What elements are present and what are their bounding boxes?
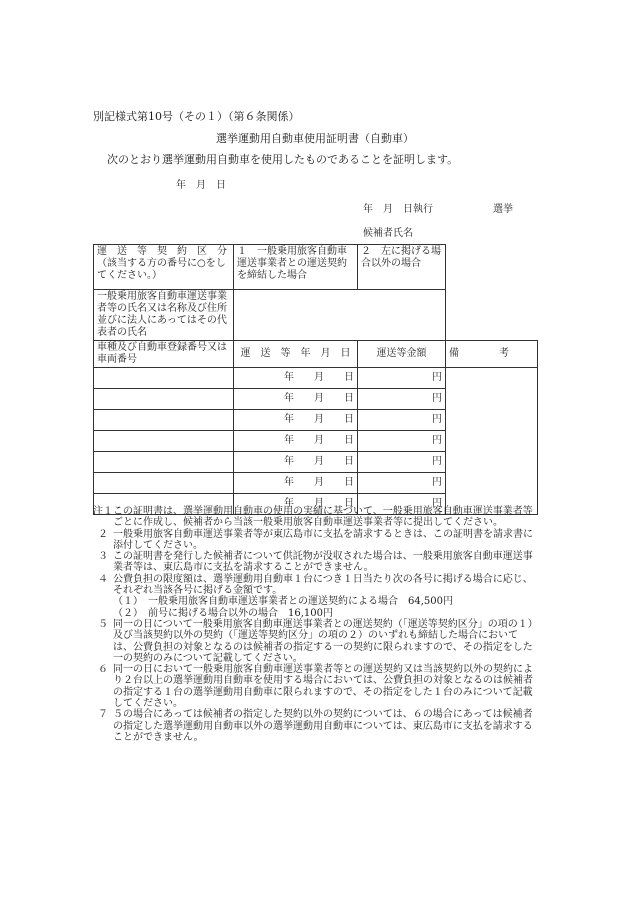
date-cell[interactable]: 年 月 日 bbox=[234, 410, 358, 431]
note-7-text: ５の場合にあっては候補者の指定した契約以外の契約については、６の場合にあっては候補者の指定した選挙運動用自動車以外の選挙運動用自動車については、東広島市に支払を請求することができません。 bbox=[113, 709, 533, 743]
note-6-number: ６ bbox=[98, 664, 108, 676]
date-cell[interactable]: 年 月 日 bbox=[234, 452, 358, 473]
vehicle-cell[interactable] bbox=[94, 452, 234, 473]
vehicle-cell[interactable] bbox=[94, 410, 234, 431]
note-number bbox=[93, 619, 113, 630]
note-number bbox=[93, 664, 113, 675]
note-7-number: ７ bbox=[98, 709, 108, 721]
amount-cell[interactable]: 円 bbox=[358, 368, 446, 389]
contract-type-row bbox=[94, 245, 538, 290]
note-number bbox=[93, 529, 113, 540]
note-number bbox=[93, 551, 113, 562]
candidate-name-label: 候補者氏名 bbox=[363, 228, 413, 239]
contract-option-1[interactable]: １ 一般乗用旅客自動車運送事業者との運送契約を締結した場合 bbox=[234, 245, 358, 290]
vehicle-cell[interactable] bbox=[94, 368, 234, 389]
note-6-text: 同一の日において一般乗用旅客自動車運送事業者等との運送契約又は当該契約以外の契約により２台以上の選挙運動用自動車を使用する場合においては、公費負担の対象となるのは候補者の指定する１台の選挙運動用自動車に限られますので、その指定をした１台のみについて記載してください。 bbox=[113, 664, 533, 710]
usage-table bbox=[93, 244, 538, 515]
amount-column-header: 運送等金額 bbox=[358, 341, 446, 368]
election-line: 年 月 日執行 選挙 bbox=[363, 204, 513, 215]
operator-label: 一般乗用旅客自動車運送事業者等の氏名又は名称及び住所並びに法人にあってはその代表者の氏名 bbox=[94, 290, 234, 341]
form-code: 別記様式第10号（その１）（第６条関係） bbox=[93, 110, 300, 123]
contract-type-label: 運 送 等 契 約 区 分（該当する方の番号に○をしてください。） bbox=[94, 245, 234, 290]
operator-value[interactable] bbox=[234, 290, 446, 341]
vehicle-column-header: 車種及び自動車登録番号又は車両番号 bbox=[94, 341, 234, 368]
notes-label: 注 bbox=[93, 506, 103, 517]
note-7 bbox=[93, 709, 537, 743]
note-number bbox=[93, 506, 113, 517]
date-column-header: 運 送 等 年 月 日 bbox=[234, 341, 358, 368]
note-4-sub-1: （１） 一般乗用旅客自動車運送事業者との運送契約による場合 64,500円 bbox=[113, 596, 453, 608]
amount-cell[interactable]: 円 bbox=[358, 410, 446, 431]
notes-section bbox=[93, 506, 537, 743]
amount-cell[interactable]: 円 bbox=[358, 431, 446, 452]
note-1-number: １ bbox=[103, 506, 113, 517]
note-3-text: この証明書を発行した候補者について供託物が没収された場合は、一般乗用旅客自動車運送事業者等は、東広島市に支払を請求することができません。 bbox=[113, 551, 533, 574]
remarks-column-header: 備 考 bbox=[446, 341, 538, 368]
note-number bbox=[93, 574, 113, 585]
note-2 bbox=[93, 529, 537, 552]
date-cell[interactable]: 年 月 日 bbox=[234, 431, 358, 452]
operator-row bbox=[94, 290, 538, 341]
date-cell[interactable]: 年 月 日 bbox=[234, 368, 358, 389]
note-number bbox=[93, 709, 113, 720]
date-cell[interactable]: 年 月 日 bbox=[234, 473, 358, 494]
note-3 bbox=[93, 551, 537, 574]
note-1-text: この証明書は、選挙運動用自動車の使用の実績に基づいて、一般乗用旅客自動車運送事業者等ごとに作成し、候補者から当該一般乗用旅客自動車運送事業者等に提出してください。 bbox=[113, 506, 533, 529]
note-5 bbox=[93, 619, 537, 664]
vehicle-cell[interactable] bbox=[94, 431, 234, 452]
note-5-number: ５ bbox=[98, 618, 108, 630]
blank-cell bbox=[446, 290, 538, 341]
amount-cell[interactable]: 円 bbox=[358, 389, 446, 410]
date-cell[interactable]: 年 月 日 bbox=[234, 494, 358, 515]
intro-text: 次のとおり選挙運動用自動車を使用したものであることを証明します。 bbox=[107, 153, 459, 166]
table-row bbox=[94, 368, 538, 389]
note-4-number: ４ bbox=[98, 573, 108, 585]
vehicle-cell[interactable] bbox=[94, 473, 234, 494]
vehicle-cell[interactable] bbox=[94, 389, 234, 410]
blank-cell bbox=[446, 245, 538, 290]
note-5-text: 同一の日について一般乗用旅客自動車運送事業者との運送契約（「運送等契約区分」の項の１）及び当該契約以外の契約（「運送等契約区分」の項の２）のいずれも締結した場合においては、公費負担の対象となるのは候補者の指定する一の契約に限られますので、その指定をした一の契約のみについて記載してください。 bbox=[113, 618, 533, 664]
column-header-row bbox=[94, 341, 538, 368]
note-1 bbox=[93, 506, 537, 529]
note-4-text: 公費負担の限度額は、選挙運動用自動車１台につき１日当たり次の各号に掲げる場合に応じ、それぞれ当該各号に掲げる金額です。 bbox=[113, 573, 533, 597]
note-4-sub-2: （２） 前号に掲げる場合以外の場合 16,100円 bbox=[113, 607, 333, 619]
amount-cell[interactable]: 円 bbox=[358, 473, 446, 494]
note-3-number: ３ bbox=[98, 551, 108, 563]
amount-cell[interactable]: 円 bbox=[358, 452, 446, 473]
note-2-number: ２ bbox=[98, 528, 108, 540]
note-6 bbox=[93, 664, 537, 709]
note-4 bbox=[93, 574, 537, 619]
contract-option-2[interactable]: ２ 左に掲げる場合以外の場合 bbox=[358, 245, 446, 290]
issue-date-line: 年 月 日 bbox=[176, 180, 226, 191]
date-cell[interactable]: 年 月 日 bbox=[234, 389, 358, 410]
note-2-text: 一般乗用旅客自動車運送事業者等が東広島市に支払を請求するときは、この証明書を請求書に添付してください。 bbox=[113, 528, 533, 551]
document-title: 選挙運動用自動車使用証明書（自動車） bbox=[216, 132, 414, 145]
remarks-cell[interactable] bbox=[446, 368, 538, 515]
amount-cell[interactable]: 円 bbox=[358, 494, 446, 515]
